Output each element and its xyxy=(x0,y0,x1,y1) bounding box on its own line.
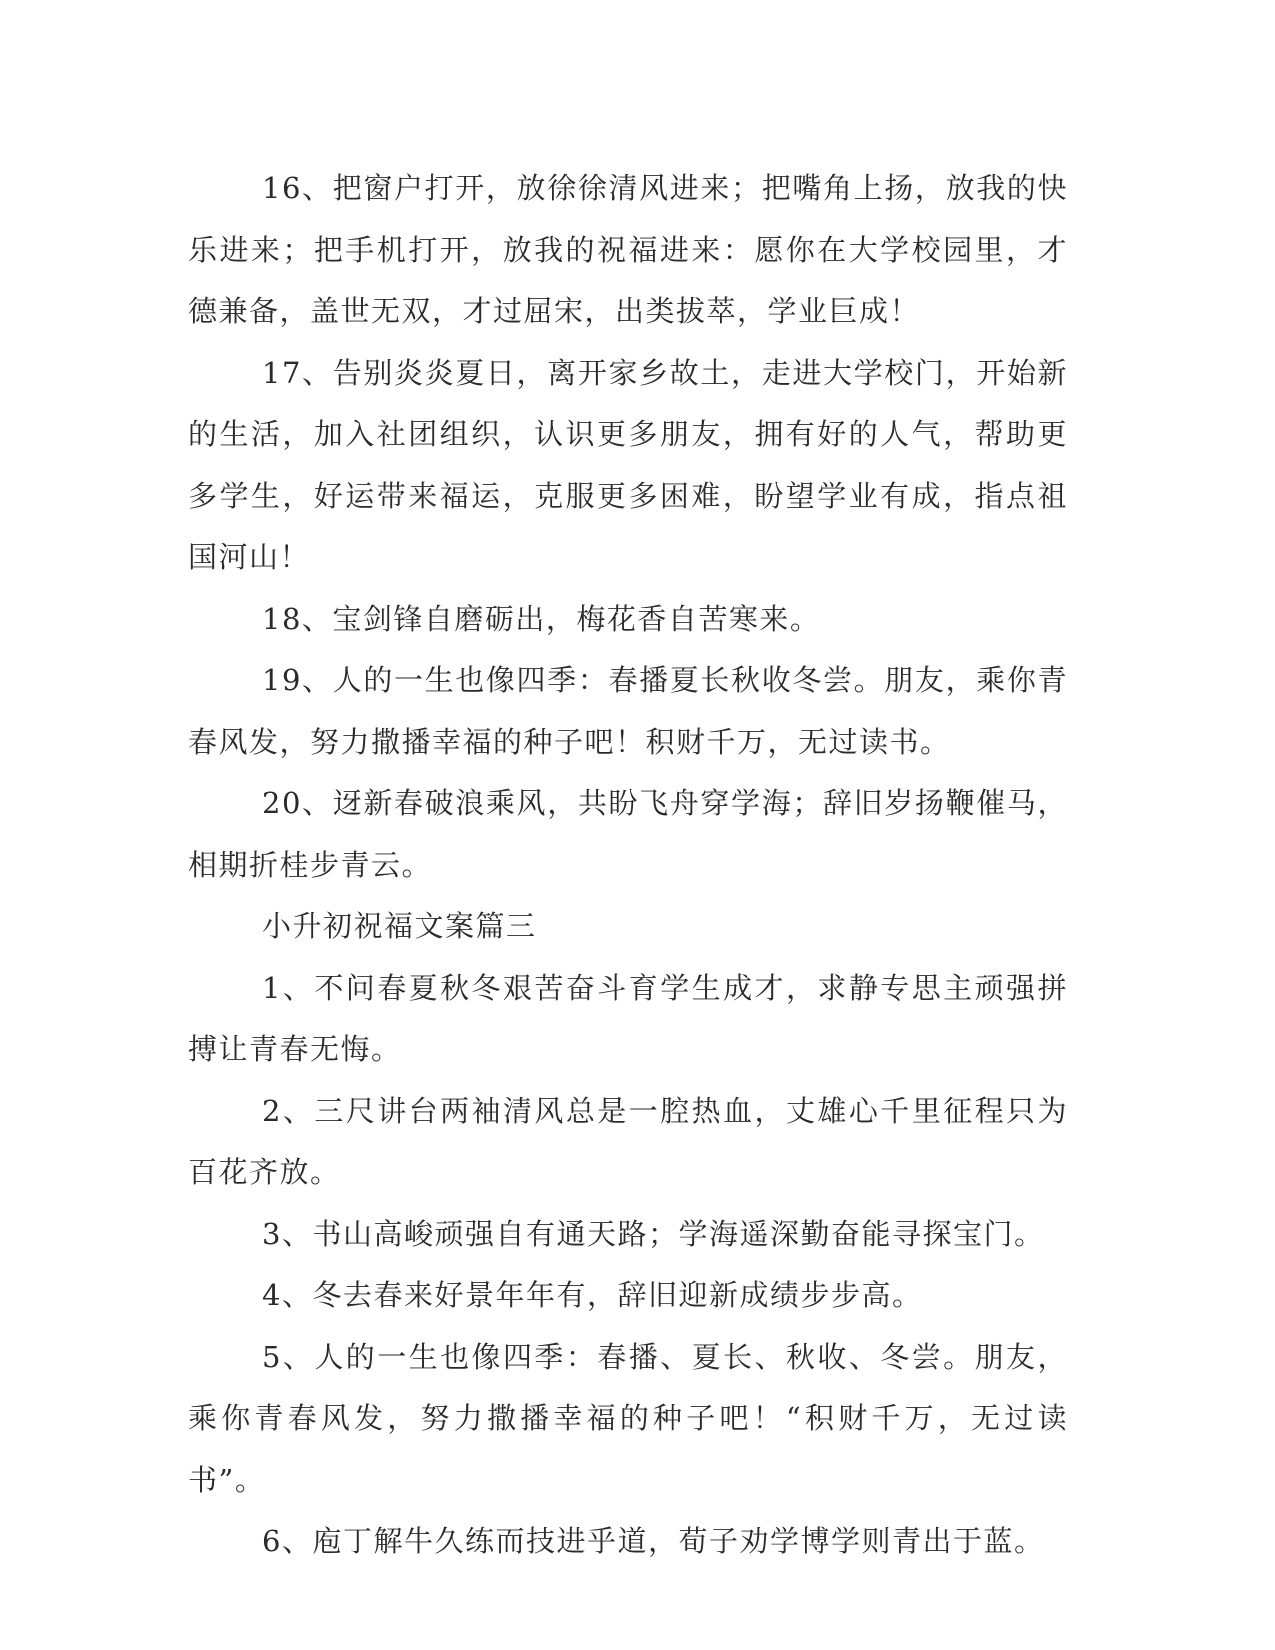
paragraph-4: 4、冬去春来好景年年有，辞旧迎新成绩步步高。 xyxy=(262,1278,923,1312)
paragraph-18: 18、宝剑锋自磨砺出，梅花香自苦寒来。 xyxy=(262,601,821,636)
paragraph-6: 6、庖丁解牛久练而技进乎道，荀子劝学博学则青出于蓝。 xyxy=(262,1524,1045,1558)
paragraph-16: 16、把窗户打开，放徐徐清风进来；把嘴角上扬，放我的快乐进来；把手机打开，放我的祝福进来：愿你在大学校园里，才德兼备，盖世无双，才过屈宋，出类拔萃，学业巨成！ xyxy=(188,171,1068,328)
section-heading: 小升初祝福文案篇三 xyxy=(262,909,537,943)
paragraph-3: 3、书山高峻顽强自有通天路；学海遥深勤奋能寻探宝门。 xyxy=(262,1216,1045,1251)
paragraph-2: 2、三尺讲台两袖清风总是一腔热血，丈雄心千里征程只为百花齐放。 xyxy=(188,1093,1068,1189)
paragraph-20: 20、迓新春破浪乘风，共盼飞舟穿学海；辞旧岁扬鞭催马，相期折桂步青云。 xyxy=(188,786,1068,882)
paragraph-5: 5、人的一生也像四季：春播、夏长、秋收、冬尝。朋友，乘你青春风发，努力撒播幸福的种子吧！“积财千万，无过读书”。 xyxy=(188,1339,1068,1497)
paragraph-19: 19、人的一生也像四季：春播夏长秋收冬尝。朋友，乘你青春风发，努力撒播幸福的种子吧！积财千万，无过读书。 xyxy=(188,663,1068,759)
paragraph-1: 1、不问春夏秋冬艰苦奋斗育学生成才，求静专思主顽强拼搏让青春无悔。 xyxy=(188,970,1068,1066)
paragraph-17: 17、告别炎炎夏日，离开家乡故土，走进大学校门，开始新的生活，加入社团组织，认识更多朋友，拥有好的人气，帮助更多学生，好运带来福运，克服更多困难，盼望学业有成，指点祖国河山！ xyxy=(188,355,1068,574)
document-body xyxy=(188,158,1068,1573)
